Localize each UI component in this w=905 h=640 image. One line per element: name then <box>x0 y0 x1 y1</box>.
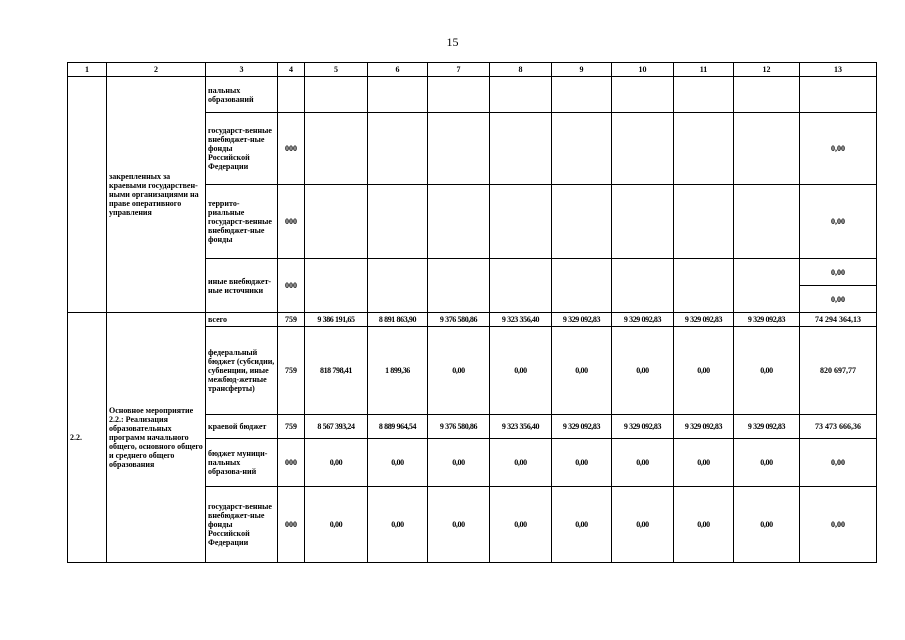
total-cell: 0,00 <box>800 286 877 313</box>
value-cell: 9 329 092,83 <box>734 313 800 327</box>
value-cell: 0,00 <box>368 439 428 487</box>
total-cell: 73 473 666,36 <box>800 415 877 439</box>
item-name: закрепленных за краевыми государствен-ными организациями на праве оперативного управления <box>107 77 206 313</box>
total-cell: 820 697,77 <box>800 327 877 415</box>
code-cell: 000 <box>278 185 305 259</box>
code-cell: 000 <box>278 259 305 313</box>
value-cell: 0,00 <box>674 327 734 415</box>
header-cell: 10 <box>612 63 674 77</box>
value-cell: 0,00 <box>490 327 552 415</box>
value-cell: 0,00 <box>734 439 800 487</box>
funding-source: краевой бюджет <box>206 415 278 439</box>
total-cell <box>800 77 877 113</box>
row-number-cell <box>68 77 107 313</box>
value-cell: 0,00 <box>552 439 612 487</box>
funding-source: пальных образований <box>206 77 278 113</box>
code-cell: 759 <box>278 415 305 439</box>
funding-source: иные внебюджет-ные источники <box>206 259 278 313</box>
value-cell: 9 329 092,83 <box>674 415 734 439</box>
value-cell: 0,00 <box>368 487 428 563</box>
page-number: 15 <box>446 35 459 49</box>
header-cell: 7 <box>428 63 490 77</box>
value-cell: 0,00 <box>552 327 612 415</box>
value-cell: 0,00 <box>305 439 368 487</box>
value-cell: 9 329 092,83 <box>552 415 612 439</box>
code-cell: 759 <box>278 327 305 415</box>
header-row <box>68 63 877 77</box>
value-cell: 1 899,36 <box>368 327 428 415</box>
row-number-cell: 2.2. <box>68 313 107 563</box>
value-cell: 0,00 <box>428 487 490 563</box>
total-cell: 74 294 364,13 <box>800 313 877 327</box>
code-cell: 000 <box>278 439 305 487</box>
value-cell: 8 567 393,24 <box>305 415 368 439</box>
value-cell: 0,00 <box>305 487 368 563</box>
value-cell: 0,00 <box>428 439 490 487</box>
code-cell <box>278 77 305 113</box>
total-cell: 0,00 <box>800 113 877 185</box>
funding-source: государст-венные внебюджет-ные фонды Российской Федерации <box>206 487 278 563</box>
funding-source: всего <box>206 313 278 327</box>
funding-source: террито-риальные государст-венные внебюджет-ные фонды <box>206 185 278 259</box>
value-cell: 9 329 092,83 <box>612 313 674 327</box>
value-cell: 0,00 <box>734 487 800 563</box>
value-cell: 0,00 <box>674 487 734 563</box>
table-row <box>68 77 877 113</box>
value-cell: 0,00 <box>428 327 490 415</box>
value-cell: 0,00 <box>552 487 612 563</box>
value-cell: 0,00 <box>490 439 552 487</box>
table-row <box>68 313 877 327</box>
item-name: Основное мероприятие 2.2.: Реализация образовательных программ начального общего, основного общего и среднего общего образования <box>107 313 206 563</box>
header-cell: 9 <box>552 63 612 77</box>
header-cell: 12 <box>734 63 800 77</box>
value-cell: 0,00 <box>612 439 674 487</box>
code-cell: 000 <box>278 113 305 185</box>
header-cell: 4 <box>278 63 305 77</box>
code-cell: 759 <box>278 313 305 327</box>
value-cell: 0,00 <box>612 327 674 415</box>
value-cell: 8 891 863,90 <box>368 313 428 327</box>
value-cell: 9 323 356,40 <box>490 313 552 327</box>
value-cell: 9 376 580,86 <box>428 415 490 439</box>
value-cell: 9 386 191,65 <box>305 313 368 327</box>
code-cell: 000 <box>278 487 305 563</box>
header-cell: 11 <box>674 63 734 77</box>
header-cell: 5 <box>305 63 368 77</box>
value-cell: 818 798,41 <box>305 327 368 415</box>
funding-source: федеральный бюджет (субсидии, субвенции, иные межбюд-жетные трансферты) <box>206 327 278 415</box>
total-cell: 0,00 <box>800 487 877 563</box>
value-cell: 9 376 580,86 <box>428 313 490 327</box>
value-cell: 0,00 <box>674 439 734 487</box>
value-cell: 9 329 092,83 <box>674 313 734 327</box>
value-cell: 0,00 <box>734 327 800 415</box>
header-cell: 13 <box>800 63 877 77</box>
header-cell: 1 <box>68 63 107 77</box>
value-cell: 9 323 356,40 <box>490 415 552 439</box>
funding-source: государст-венные внебюджет-ные фонды Российской Федерации <box>206 113 278 185</box>
value-cell: 0,00 <box>612 487 674 563</box>
total-cell: 0,00 <box>800 259 877 286</box>
total-cell: 0,00 <box>800 185 877 259</box>
header-cell: 2 <box>107 63 206 77</box>
value-cell: 9 329 092,83 <box>552 313 612 327</box>
header-cell: 8 <box>490 63 552 77</box>
value-cell: 8 889 964,54 <box>368 415 428 439</box>
value-cell: 9 329 092,83 <box>734 415 800 439</box>
header-cell: 6 <box>368 63 428 77</box>
funding-source: бюджет муници-пальных образова-ний <box>206 439 278 487</box>
value-cell: 0,00 <box>490 487 552 563</box>
total-cell: 0,00 <box>800 439 877 487</box>
value-cell: 9 329 092,83 <box>612 415 674 439</box>
header-cell: 3 <box>206 63 278 77</box>
budget-table <box>67 62 877 563</box>
